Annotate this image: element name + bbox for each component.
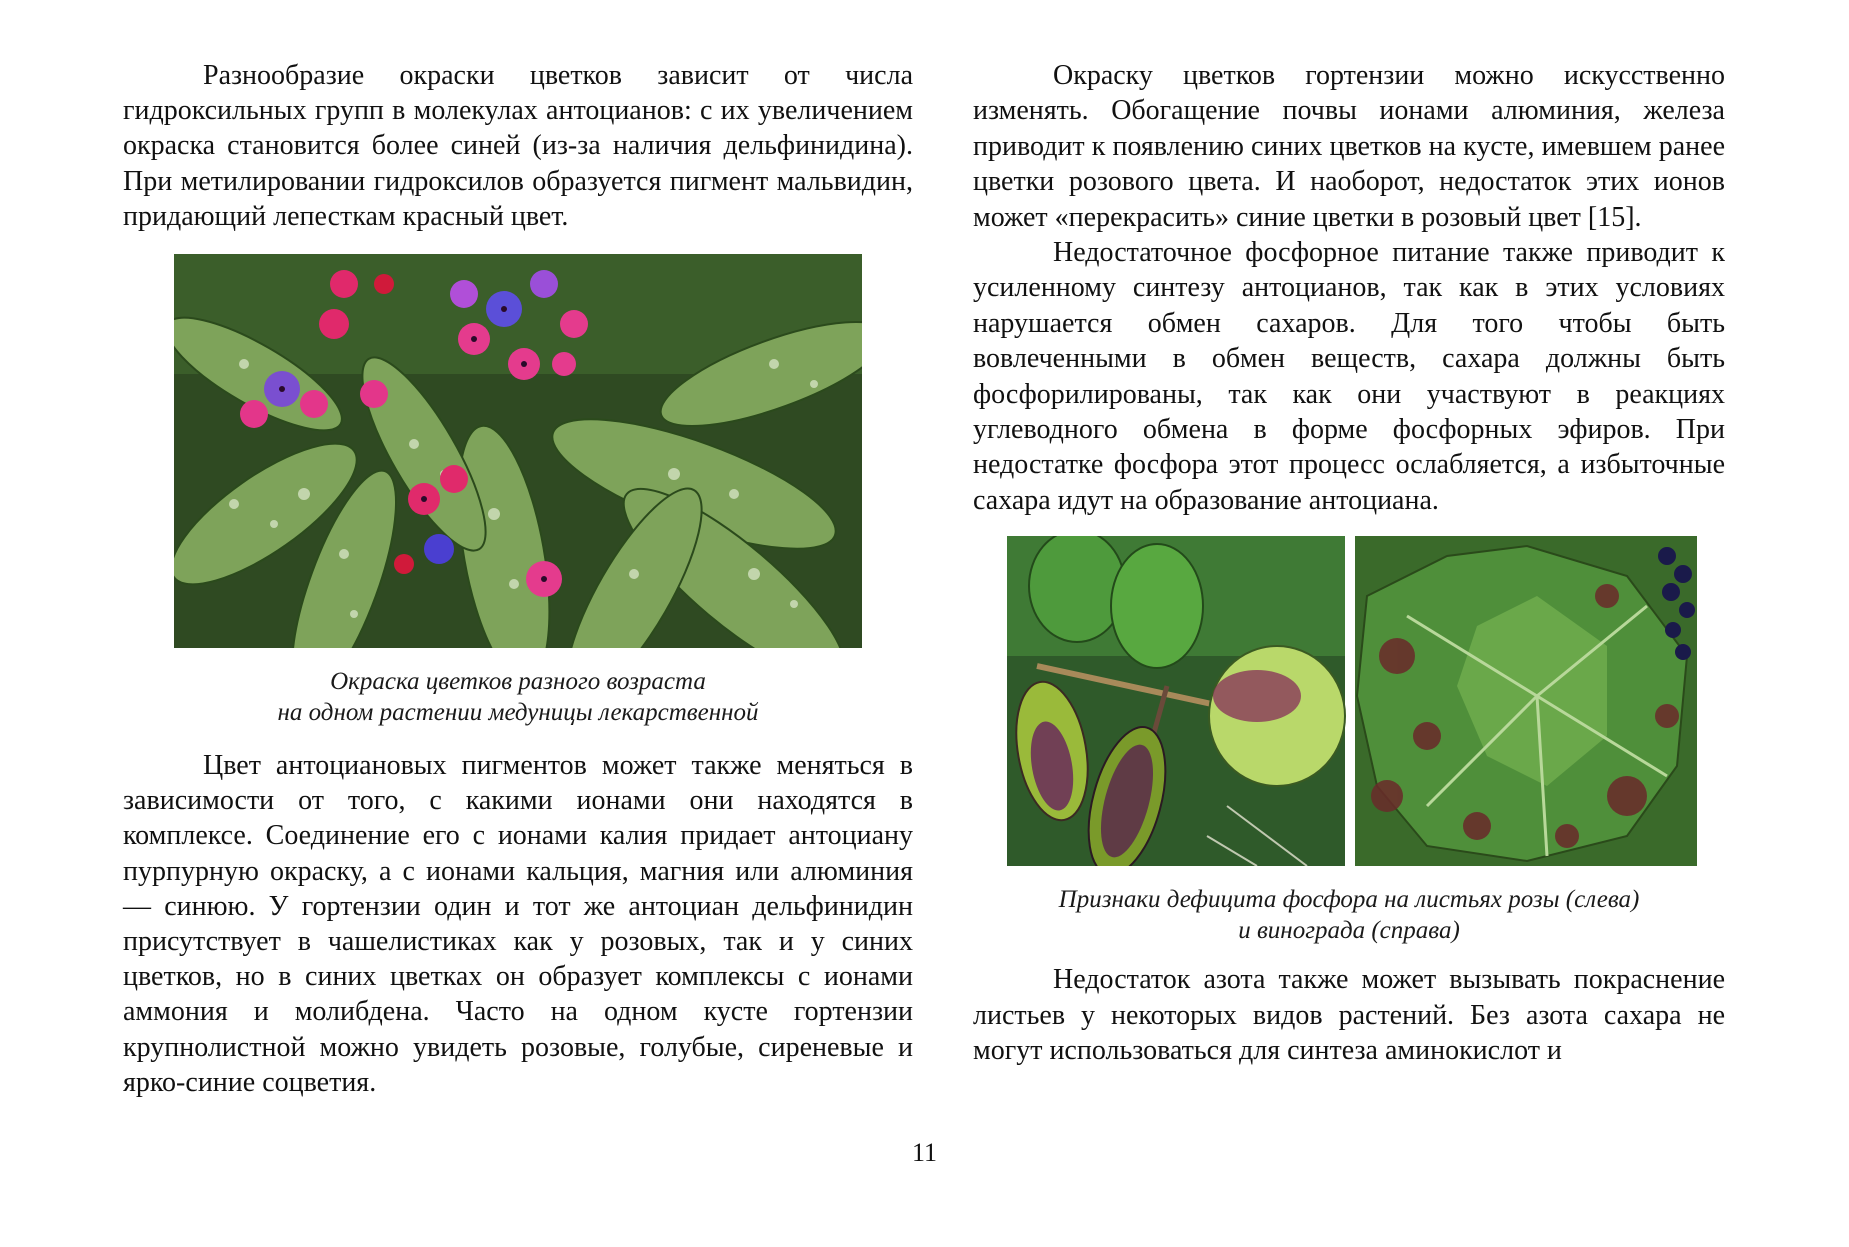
left-column [123,58,913,1100]
grape-leaf-photo [1355,536,1697,866]
left-paragraph-1: Разнообразие окраски цветков зависит от числа гидроксильных групп в молекулах антоцианов: с их увеличением окраска становится более синей (из-за наличия дельфинидина). При метилировании гидроксилов образуется пигмент мальвидин, придающий лепесткам красный цвет. [123,60,913,232]
right-paragraph-1: Окраску цветков гортензии можно искусственно изменять. Обогащение почвы ионами алюминия, железа приводит к появлению синих цветков на кусте, имевшем ранее цветки розового цвета. И наоборот, недостаток этих ионов может «перекрасить» синие цветки в розовый цвет [15]. [973,60,1725,233]
figure2-caption-line1: Признаки дефицита фосфора на листьях розы (слева) [1058,886,1640,914]
left-paragraph-2: Цвет антоциановых пигментов может также меняться в зависимости от того, с какими ионами они находятся в комплексе. Соединение его с ионами калия придает антоциану пурпурную окраску, а с ионами кальция, магния или алюминия — синюю. У гортензии один и тот же антоциан дельфинидин присутствует в чашелистиках как у розовых, так и у синих цветков, но в синих цветках он образует комплексы с ионами аммония и молибдена. Часто на одном кусте гортензии крупнолистной можно увидеть розовые, голубые, сиреневые и ярко-синие соцветия. [123,750,913,1098]
lungwort-photo [174,254,862,648]
rose-leaves-photo [1007,536,1345,866]
right-column [973,58,1725,1069]
figure1-caption-line1: Окраска цветков разного возраста [330,668,706,696]
right-paragraph-2: Недостаточное фосфорное питание также приводит к усиленному синтезу антоцианов, так как в этих условиях нарушается обмен сахаров. Для того чтобы быть вовлеченными в обмен веществ, сахара должны быть фосфорилированы, так как они участвуют в реакциях углеводного обмена в форме фосфорных эфиров. При недостатке фосфора этот процесс ослабляется, а избыточные сахара идут на образование антоциана. [973,237,1725,516]
phosphorus-deficiency-photos-image [1007,536,1697,866]
page-number: 11 [911,1138,938,1167]
phosphorus-deficiency-photos [1007,536,1697,866]
figure1-caption-line2: на одном растении медуницы лекарственной [277,699,759,727]
figure2-caption-line2: и винограда (справа) [1238,917,1460,945]
right-paragraph-3: Недостаток азота также может вызывать покраснение листьев у некоторых видов растений. Без азота сахара не могут использоваться для синтеза аминокислот и [973,964,1725,1067]
lungwort-photo-image [174,254,862,648]
